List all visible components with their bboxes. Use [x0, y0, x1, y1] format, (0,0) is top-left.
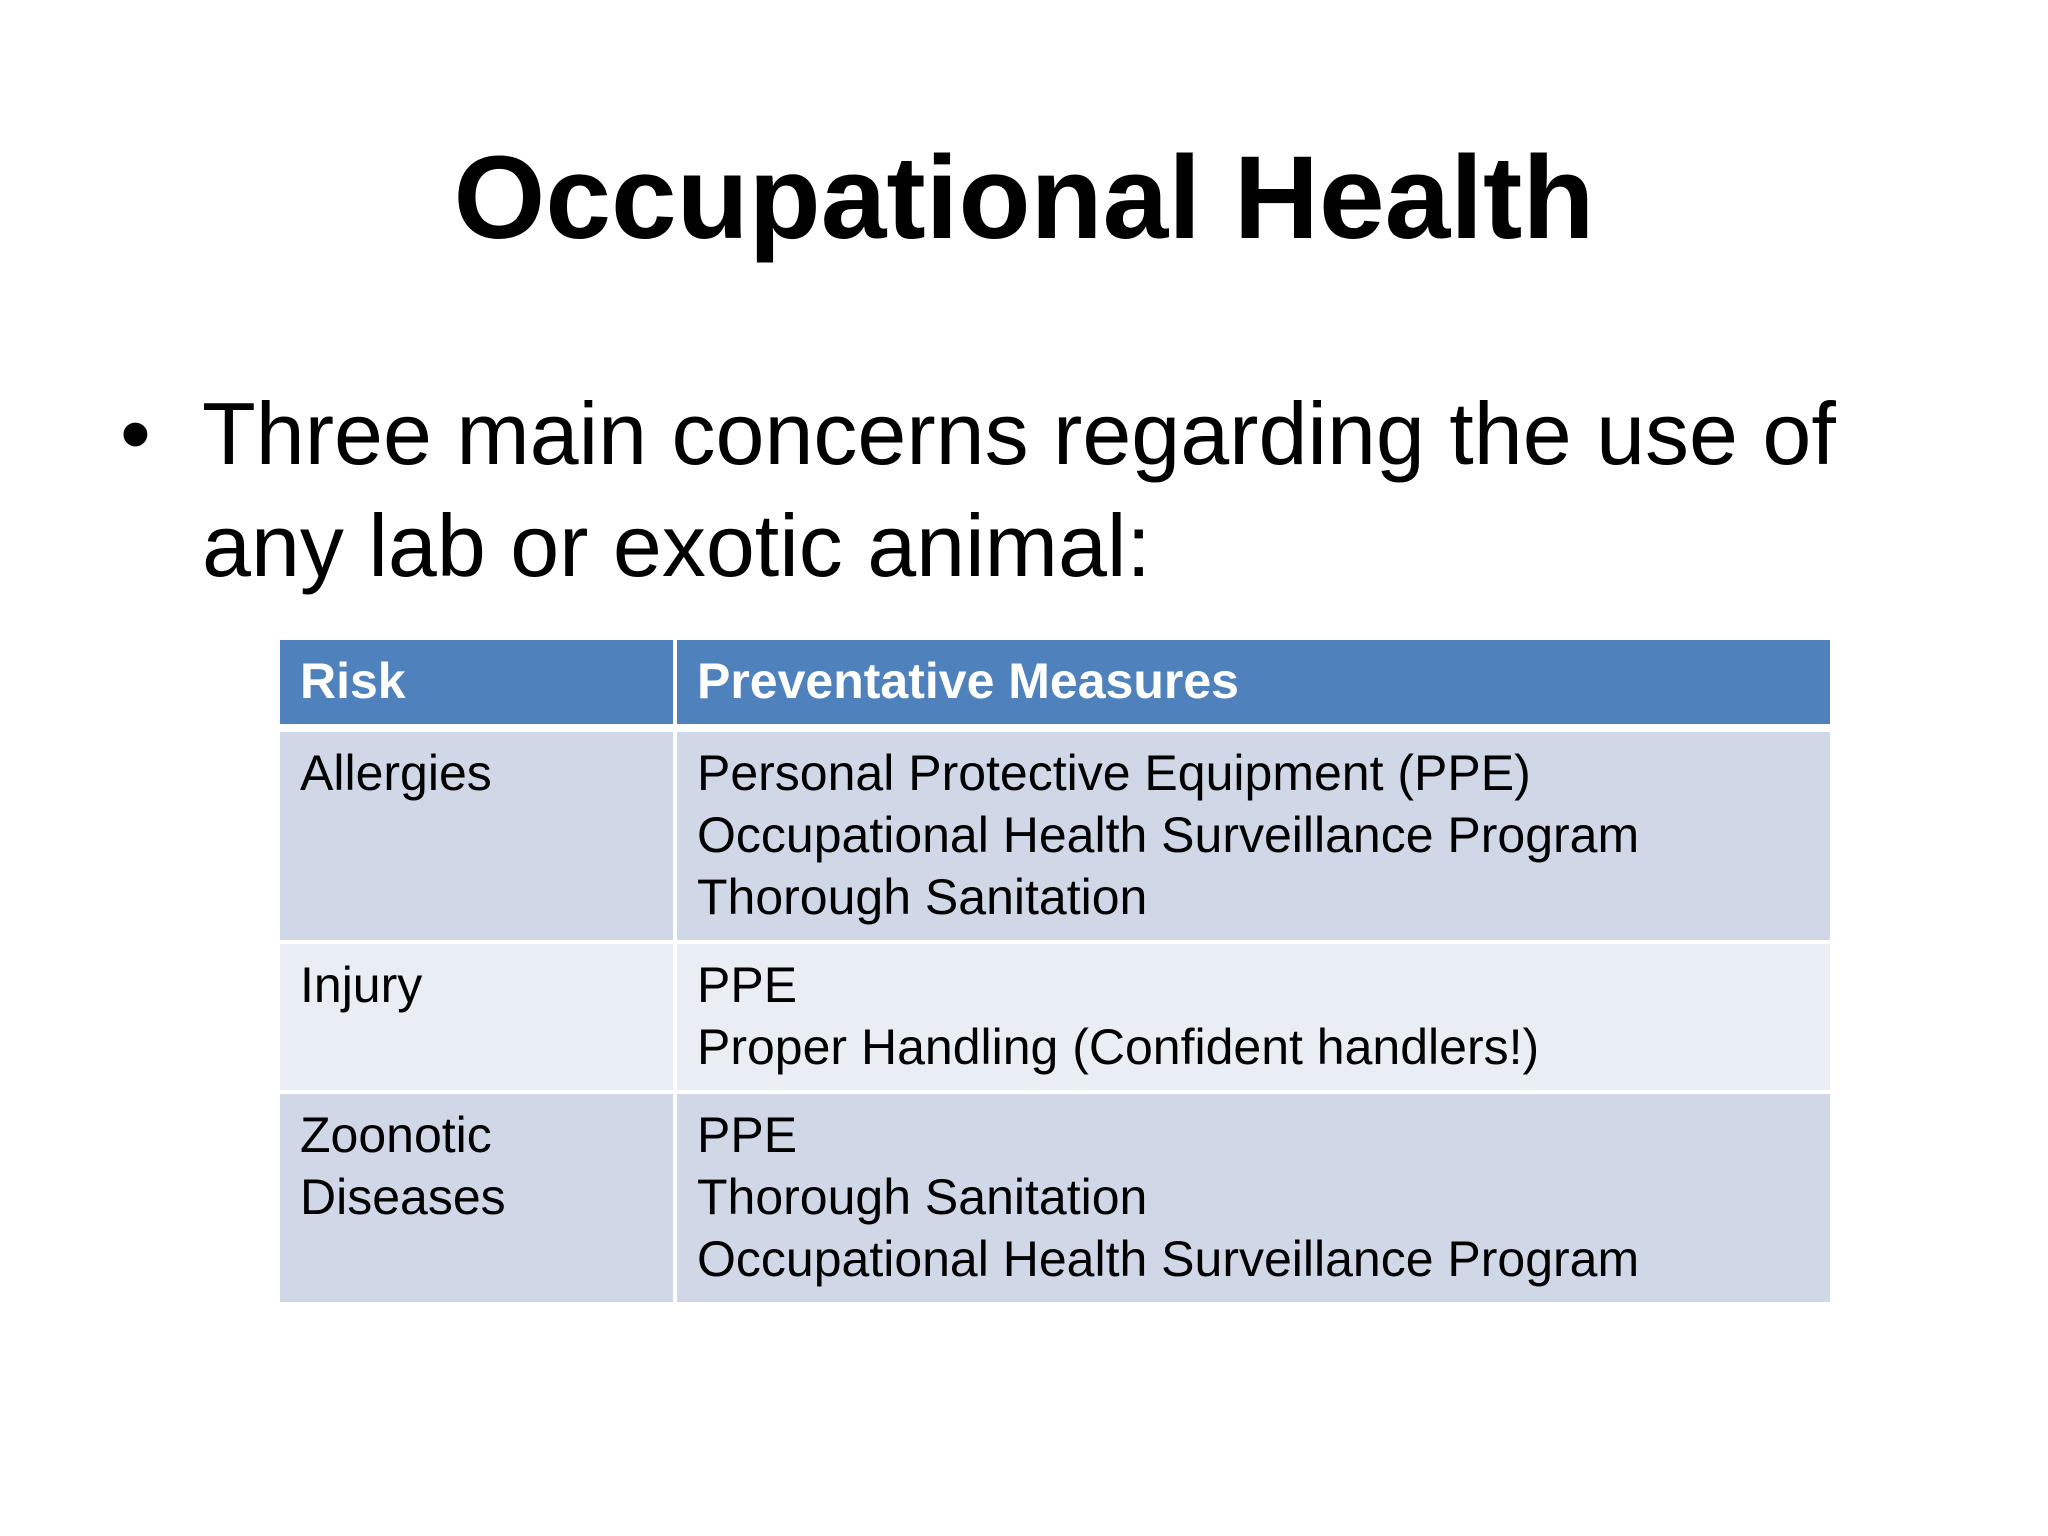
risk-label: Diseases	[300, 1169, 506, 1225]
table-header-row	[278, 638, 1832, 728]
risk-table	[276, 636, 1834, 1306]
risk-label: Injury	[300, 957, 423, 1013]
risk-label: Allergies	[300, 745, 492, 801]
bullet-text: Three main concerns regarding the use of any lab or exotic animal:	[202, 384, 1836, 595]
measures-cell	[675, 728, 1832, 942]
risk-cell	[278, 942, 675, 1092]
risk-table-container	[276, 636, 1830, 1306]
measure-item: Proper Handling (Confident handlers!)	[697, 1019, 1540, 1075]
risk-cell	[278, 728, 675, 942]
measures-cell	[675, 1092, 1832, 1304]
header-preventative-measures: Preventative Measures	[675, 638, 1832, 728]
measure-item: Thorough Sanitation	[697, 869, 1148, 925]
table-row-zoonotic-diseases	[278, 1092, 1832, 1304]
risk-label: Zoonotic	[300, 1107, 492, 1163]
table-row-injury	[278, 942, 1832, 1092]
header-risk: Risk	[278, 638, 675, 728]
measure-item: Occupational Health Surveillance Program	[697, 1231, 1640, 1287]
measure-item: Thorough Sanitation	[697, 1169, 1148, 1225]
measure-item: Occupational Health Surveillance Program	[697, 807, 1640, 863]
table-row-allergies	[278, 728, 1832, 942]
risk-cell	[278, 1092, 675, 1304]
slide-title: Occupational Health	[453, 132, 1595, 264]
measure-item: Personal Protective Equipment (PPE)	[697, 745, 1531, 801]
measure-item: PPE	[697, 1107, 798, 1163]
bullet-marker: •	[120, 384, 151, 483]
measures-cell	[675, 942, 1832, 1092]
measure-item: PPE	[697, 957, 798, 1013]
